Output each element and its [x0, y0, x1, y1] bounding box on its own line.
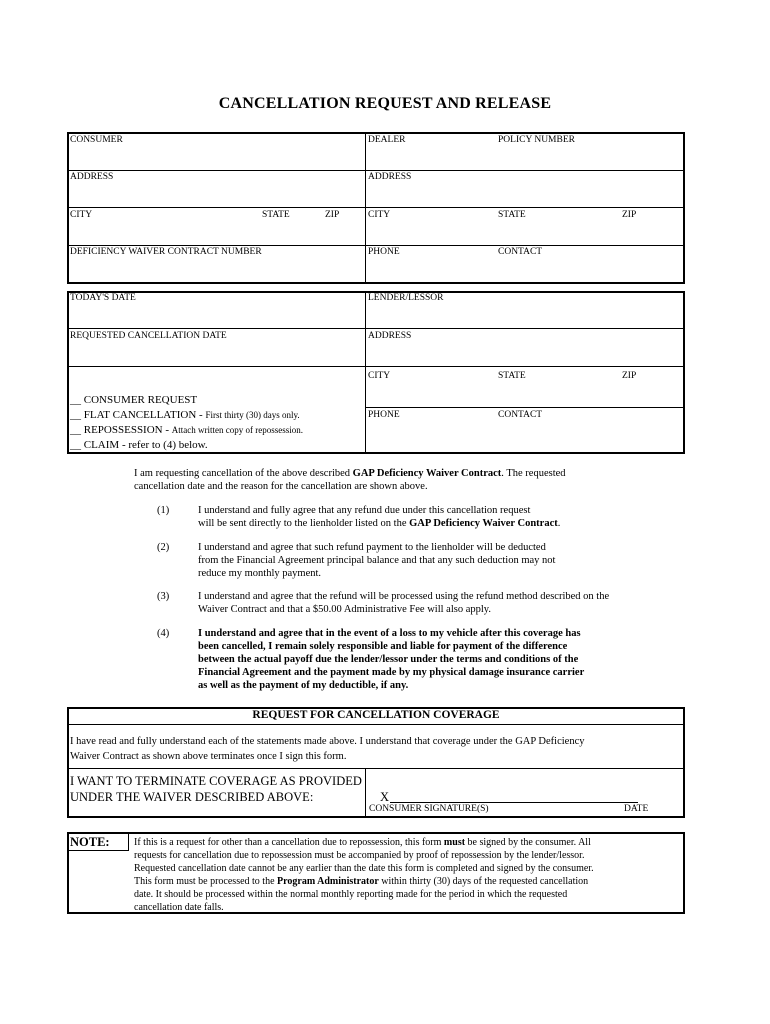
consumer-zip-label: ZIP: [325, 210, 340, 220]
repossession-option[interactable]: [70, 423, 303, 437]
statement-4-line4: Financial Agreement and the payment made by my physical damage insurance carrier: [198, 667, 585, 678]
note-label: NOTE:: [70, 835, 110, 849]
dealer-state-label: STATE: [498, 210, 526, 220]
statement-4-number: (4): [157, 628, 170, 639]
note-must: must: [443, 837, 466, 848]
terminate-line2: UNDER THE WAIVER DESCRIBED ABOVE:: [70, 790, 314, 804]
statement-1-line1: I understand and fully agree that any refund due under this cancellation request: [198, 505, 531, 516]
statement-2: [198, 541, 658, 580]
statement-4-line3: between the actual payoff due the lender/lessor under the terms and conditions of the: [198, 654, 579, 665]
dealer-label: DEALER: [368, 135, 406, 145]
statement-4: [198, 627, 668, 692]
lender-address-label: ADDRESS: [368, 331, 412, 341]
consumer-request-option[interactable]: __ CONSUMER REQUEST: [70, 394, 198, 406]
statement-1-line2-a: will be sent directly to the lienholder listed on the: [198, 518, 410, 529]
statement-4-line1: I understand and agree that in the event of a loss to my vehicle after this coverage has: [198, 628, 581, 639]
policy-number-label: POLICY NUMBER: [498, 135, 575, 145]
requested-cancellation-date-label: REQUESTED CANCELLATION DATE: [70, 331, 227, 341]
statement-3-line2: Waiver Contract and that a $50.00 Administrative Fee will also apply.: [198, 604, 491, 615]
statement-3: [198, 590, 668, 616]
request-text-line1: I have read and fully understand each of the statements made above. I understand that coverage under the GAP Deficiency: [70, 736, 585, 747]
lender-contact-label: CONTACT: [498, 410, 543, 420]
claim-option[interactable]: __ CLAIM - refer to (4) below.: [70, 439, 208, 451]
consumer-state-label: STATE: [262, 210, 290, 220]
page-title: CANCELLATION REQUEST AND RELEASE: [218, 95, 552, 112]
note-line4-b: within thirty (30) days of the requested cancellation: [378, 876, 589, 887]
request-statement: [70, 734, 680, 764]
statement-4-line5: as well as the payment of my deductible, if any.: [198, 680, 409, 691]
lender-city-label: CITY: [368, 371, 391, 381]
terminate-line1: I WANT TO TERMINATE COVERAGE AS PROVIDED: [70, 774, 362, 788]
statement-3-line1: I understand and agree that the refund will be processed using the refund method described on the: [198, 591, 610, 602]
date-label: DATE: [624, 804, 649, 814]
request-section-title: REQUEST FOR CANCELLATION COVERAGE: [252, 709, 500, 721]
note-program-administrator: Program Administrator: [277, 876, 379, 887]
statement-1: [198, 504, 658, 530]
signature-x: X: [380, 790, 390, 804]
consumer-dealer-box: [67, 132, 685, 284]
consumer-address-label: ADDRESS: [70, 172, 114, 182]
flat-cancellation-option[interactable]: [70, 408, 300, 422]
dealer-contact-label: CONTACT: [498, 247, 543, 257]
statement-2-line3: reduce my monthly payment.: [198, 568, 322, 579]
consumer-label: CONSUMER: [70, 135, 123, 145]
signature-line[interactable]: [390, 802, 638, 803]
note-line3: Requested cancellation date cannot be any earlier than the date this form is completed and signed by the consumer.: [134, 863, 594, 874]
intro-line2: cancellation date and the reason for the cancellation are shown above.: [134, 481, 428, 492]
consumer-signature-label: CONSUMER SIGNATURE(S): [369, 804, 489, 814]
statement-2-line2: from the Financial Agreement principal balance and that any such deduction may not: [198, 555, 556, 566]
statement-2-number: (2): [157, 542, 170, 553]
dealer-zip-label: ZIP: [622, 210, 637, 220]
statement-1-contract-name: GAP Deficiency Waiver Contract: [409, 518, 558, 529]
repossession-note: Attach written copy of repossession.: [171, 425, 304, 435]
flat-cancellation-text: __ FLAT CANCELLATION -: [70, 409, 206, 421]
note-line1-a: If this is a request for other than a cancellation due to repossession, this form: [134, 837, 444, 848]
statement-1-number: (1): [157, 505, 170, 516]
lender-state-label: STATE: [498, 371, 526, 381]
note-line5: date. It should be processed within the normal monthly reporting made for the period in which the requested: [134, 889, 568, 900]
flat-cancellation-note: First thirty (30) days only.: [205, 410, 300, 420]
note-line2: requests for cancellation due to repossession must be accompanied by proof of repossession by the lender/lessor.: [134, 850, 585, 861]
intro-contract-name: GAP Deficiency Waiver Contract: [352, 468, 502, 479]
statement-1-line2-b: .: [557, 518, 561, 529]
note-line1-b: be signed by the consumer. All: [465, 837, 591, 848]
repossession-text: __ REPOSSESSION -: [70, 424, 172, 436]
intro-line1-a: I am requesting cancellation of the above described: [134, 468, 353, 479]
intro-line1-b: . The requested: [501, 468, 566, 479]
dealer-address-label: ADDRESS: [368, 172, 412, 182]
dealer-city-label: CITY: [368, 210, 391, 220]
lender-phone-label: PHONE: [368, 410, 400, 420]
statement-3-number: (3): [157, 591, 170, 602]
note-text: [134, 836, 682, 914]
lender-lessor-label: LENDER/LESSOR: [368, 293, 444, 303]
note-line6: cancellation date falls.: [134, 902, 224, 913]
todays-date-label: TODAY'S DATE: [70, 293, 136, 303]
consumer-city-label: CITY: [70, 210, 93, 220]
statement-4-line2: been cancelled, I remain solely responsible and liable for payment of the difference: [198, 641, 568, 652]
note-line4-a: This form must be processed to the: [134, 876, 278, 887]
dealer-phone-label: PHONE: [368, 247, 400, 257]
request-text-line2: Waiver Contract as shown above terminates once I sign this form.: [70, 751, 347, 762]
intro-paragraph: [134, 467, 694, 493]
lender-zip-label: ZIP: [622, 371, 637, 381]
statement-2-line1: I understand and agree that such refund payment to the lienholder will be deducted: [198, 542, 546, 553]
contract-number-label: DEFICIENCY WAIVER CONTRACT NUMBER: [70, 247, 262, 257]
